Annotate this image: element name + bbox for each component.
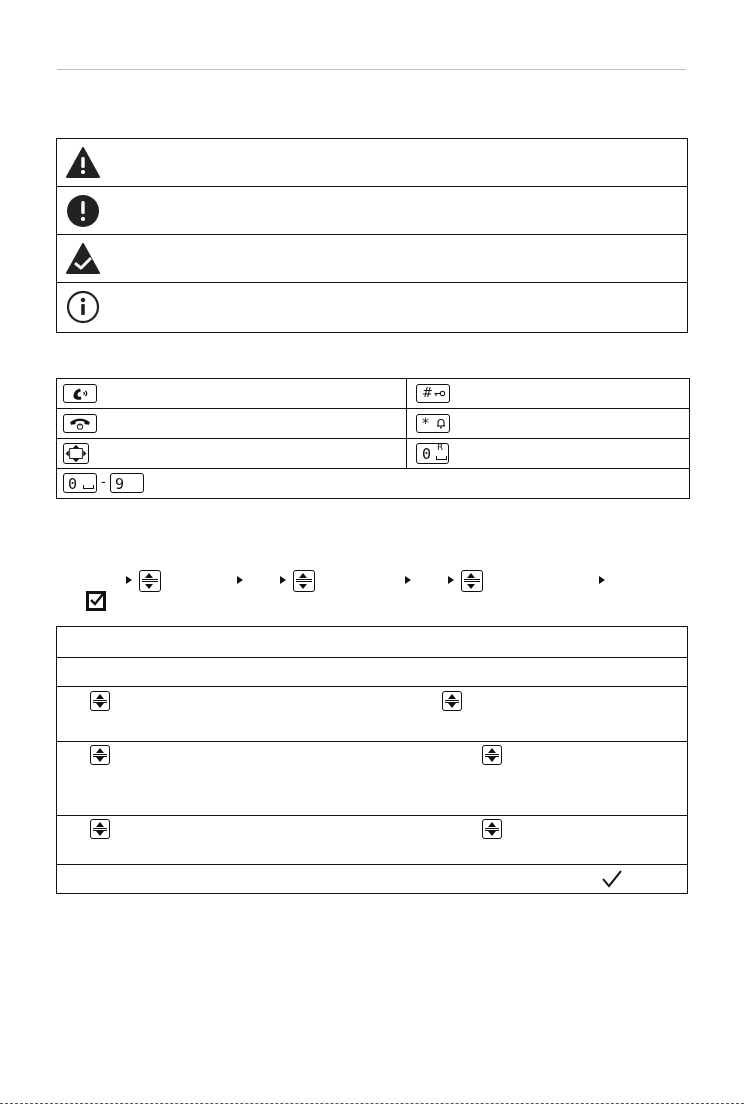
r-key-label: R: [437, 443, 444, 453]
star-key-icon: [416, 414, 450, 433]
info-circle-icon: [65, 289, 101, 325]
zero-key-label: 0: [422, 445, 432, 463]
arrow-right-icon: [405, 576, 411, 584]
nav-key-icon: [90, 819, 110, 839]
talk-key-icon: [63, 384, 97, 403]
nav-key-icon: [461, 570, 483, 592]
checkbox-checked-icon: [86, 591, 106, 611]
checkmark-icon: [601, 869, 623, 889]
star-key-label: *: [422, 416, 429, 432]
hash-key-icon: [416, 384, 450, 403]
digit-range-separator: -: [101, 473, 106, 489]
note-row-attention: [57, 187, 687, 235]
space-glyph: [436, 456, 447, 460]
arrow-right-icon: [126, 576, 132, 584]
bell-glyph: [436, 418, 446, 429]
check-triangle-icon: [65, 241, 101, 277]
notes-table: [56, 138, 688, 333]
nav-key-icon: [293, 570, 315, 592]
procedure-table: [56, 626, 688, 894]
digit-key-zero-label: 0: [68, 475, 78, 493]
space-glyph: [83, 485, 94, 489]
arrow-right-icon: [280, 576, 286, 584]
keys-column-divider: [406, 379, 407, 468]
digit-key-nine: [110, 473, 144, 493]
procedure-row-divider: [57, 657, 687, 658]
nav-key-icon: [482, 745, 502, 765]
arrow-right-icon: [599, 576, 605, 584]
note-row-requirement: [57, 235, 687, 283]
zero-r-key-icon: [416, 443, 449, 464]
procedure-row-divider: [57, 686, 687, 687]
digit-key-zero: [63, 473, 97, 493]
nav-key-icon: [90, 745, 110, 765]
note-row-warning: [57, 139, 687, 187]
end-call-key-icon: [63, 414, 97, 433]
note-row-info: [57, 283, 687, 331]
nav-key-icon: [139, 570, 161, 592]
keys-row-divider: [57, 408, 689, 409]
nav-key-icon: [482, 819, 502, 839]
keys-row-divider: [57, 468, 689, 469]
exclamation-circle-icon: [65, 193, 101, 229]
procedure-row-divider: [57, 741, 687, 742]
header-rule: [57, 69, 686, 70]
page-edge-rule: [0, 1103, 744, 1104]
procedure-row-divider: [57, 815, 687, 816]
keys-row-divider: [57, 438, 689, 439]
nav-key-icon: [90, 691, 110, 711]
key-lock-glyph: [434, 389, 446, 398]
warning-triangle-icon: [65, 145, 101, 181]
digit-key-nine-label: 9: [115, 475, 125, 493]
hash-key-label: #: [422, 386, 433, 401]
keys-table: [56, 378, 690, 499]
arrow-right-icon: [448, 576, 454, 584]
arrow-right-icon: [237, 576, 243, 584]
nav-key-icon: [442, 691, 462, 711]
procedure-row-divider: [57, 864, 687, 865]
control-key-icon: [63, 443, 89, 464]
